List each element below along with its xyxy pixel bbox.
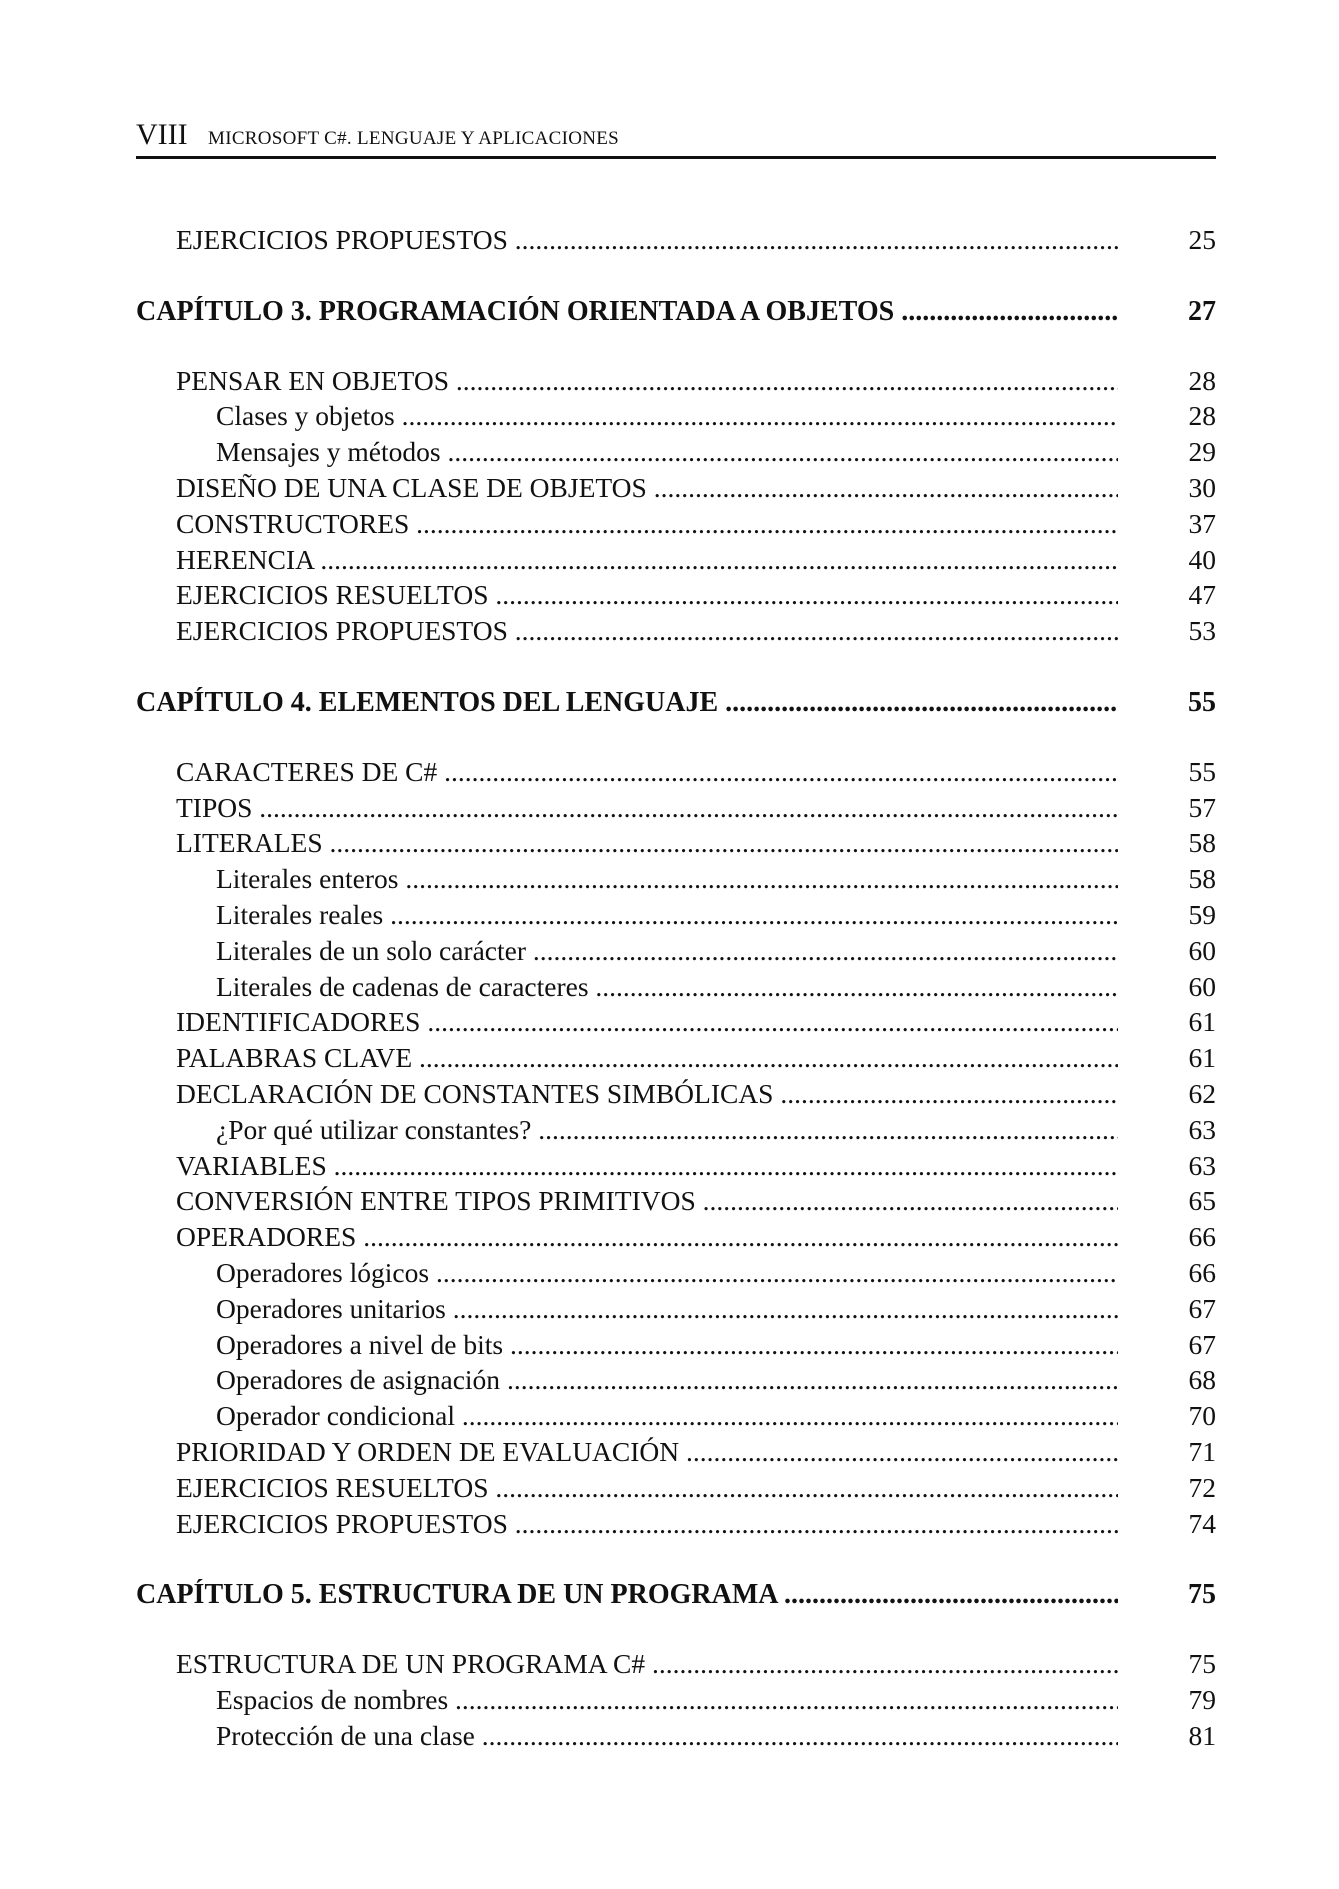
toc-entry-page-number: 28: [1188, 400, 1216, 432]
toc-entry-title: TIPOS .....: [176, 792, 1118, 824]
toc-entry-title: EJERCICIOS PROPUESTOS .....: [176, 615, 1118, 647]
toc-entry-title: Operadores unitarios .....: [216, 1293, 1118, 1325]
toc-entry-page-number: 58: [1188, 827, 1216, 859]
toc-entry-page-number: 27: [1188, 295, 1216, 327]
toc-entry-title: DISEÑO DE UNA CLASE DE OBJETOS .....: [176, 472, 1118, 504]
toc-entry-page-number: 28: [1188, 364, 1216, 396]
toc-entry: [136, 1004, 1216, 1040]
toc-entry: [136, 613, 1216, 649]
toc-entry-page-number: 25: [1188, 224, 1216, 255]
toc-entry-page-number: 61: [1188, 1042, 1216, 1074]
toc-entry-title: PRIORIDAD Y ORDEN DE EVALUACIÓN .....: [176, 1436, 1118, 1468]
running-header: [136, 116, 1216, 159]
toc-entry-title: EJERCICIOS RESUELTOS .....: [176, 579, 1118, 611]
toc-entry: [136, 506, 1216, 542]
toc-entry-page-number: 75: [1188, 1579, 1216, 1611]
toc-entry: [136, 1327, 1216, 1363]
toc-entry-page-number: 63: [1188, 1113, 1216, 1145]
header-page-number: VIII: [136, 118, 188, 151]
toc-entry: [136, 470, 1216, 506]
toc-entry: [136, 1718, 1216, 1754]
toc-entry-page-number: 81: [1188, 1719, 1216, 1751]
toc-entry-page-number: 65: [1188, 1185, 1216, 1217]
toc-entry-page-number: 29: [1188, 436, 1216, 468]
toc-entry-title: Literales reales .....: [216, 899, 1118, 931]
toc-chapter-entry: [136, 1577, 1216, 1613]
toc-entry: [136, 1362, 1216, 1398]
toc-entry-page-number: 75: [1188, 1648, 1216, 1680]
toc-entry: [136, 969, 1216, 1005]
toc-entry: [136, 754, 1216, 790]
toc-entry-page-number: 58: [1188, 863, 1216, 895]
toc-entry-title: Literales de un solo carácter .....: [216, 935, 1118, 967]
toc-entry-page-number: 66: [1188, 1221, 1216, 1253]
toc-entry-page-number: 60: [1188, 970, 1216, 1002]
toc-entry: [136, 790, 1216, 826]
toc-entry-title: VARIABLES .....: [176, 1150, 1118, 1182]
toc-entry: [136, 1470, 1216, 1506]
toc-entry: [136, 1040, 1216, 1076]
toc-entry-page-number: 71: [1188, 1435, 1216, 1467]
toc-entry: [136, 1112, 1216, 1148]
header-book-title: MICROSOFT C#. LENGUAJE Y APLICACIONES: [208, 128, 620, 149]
toc-entry-page-number: 70: [1188, 1400, 1216, 1432]
toc-entry-page-number: 61: [1188, 1006, 1216, 1038]
toc-entry-page-number: 57: [1188, 791, 1216, 823]
toc-entry: [136, 577, 1216, 613]
toc-entry: [136, 398, 1216, 434]
toc-entry-page-number: 30: [1188, 471, 1216, 503]
toc-entry-title: Literales enteros .....: [216, 863, 1118, 895]
toc-entry-title: CAPÍTULO 3. PROGRAMACIÓN ORIENTADA A OBJETOS .....: [136, 296, 1118, 328]
toc-entry: [136, 1291, 1216, 1327]
table-of-contents: [136, 222, 1216, 1753]
toc-entry-page-number: 55: [1188, 755, 1216, 787]
toc-entry-title: Protección de una clase .....: [216, 1720, 1118, 1752]
toc-entry-title: PALABRAS CLAVE .....: [176, 1042, 1118, 1074]
toc-entry-page-number: 74: [1188, 1507, 1216, 1539]
toc-entry: [136, 825, 1216, 861]
toc-entry: [136, 1255, 1216, 1291]
toc-entry-page-number: 47: [1188, 579, 1216, 611]
toc-entry-title: EJERCICIOS PROPUESTOS .....: [176, 1508, 1118, 1540]
toc-entry-page-number: 60: [1188, 934, 1216, 966]
toc-entry-title: Literales de cadenas de caracteres .....: [216, 971, 1118, 1003]
toc-entry: [136, 933, 1216, 969]
toc-entry-title: IDENTIFICADORES .....: [176, 1006, 1118, 1038]
toc-entry-title: ESTRUCTURA DE UN PROGRAMA C# .....: [176, 1648, 1118, 1680]
toc-entry-title: CONSTRUCTORES .....: [176, 508, 1118, 540]
toc-entry-page-number: 53: [1188, 615, 1216, 647]
toc-entry-title: CAPÍTULO 5. ESTRUCTURA DE UN PROGRAMA .....: [136, 1579, 1118, 1611]
toc-entry: [136, 1219, 1216, 1255]
toc-entry: [136, 434, 1216, 470]
toc-entry-page-number: 37: [1188, 507, 1216, 539]
toc-entry: [136, 1148, 1216, 1184]
toc-entry-title: LITERALES .....: [176, 827, 1118, 859]
toc-entry-title: CONVERSIÓN ENTRE TIPOS PRIMITIVOS .....: [176, 1185, 1118, 1217]
toc-entry: [136, 861, 1216, 897]
toc-entry-title: EJERCICIOS RESUELTOS .....: [176, 1472, 1118, 1504]
toc-entry-page-number: 63: [1188, 1149, 1216, 1181]
toc-entry: [136, 897, 1216, 933]
toc-entry: [136, 1076, 1216, 1112]
toc-entry-title: CAPÍTULO 4. ELEMENTOS DEL LENGUAJE .....: [136, 687, 1118, 719]
toc-entry-title: Espacios de nombres .....: [216, 1684, 1118, 1716]
toc-entry: [136, 542, 1216, 578]
toc-entry-title: Clases y objetos .....: [216, 400, 1118, 432]
toc-entry-page-number: 66: [1188, 1256, 1216, 1288]
toc-entry-title: Operadores lógicos .....: [216, 1257, 1118, 1289]
toc-entry-title: HERENCIA .....: [176, 544, 1118, 576]
toc-entry-title: Operadores de asignación .....: [216, 1364, 1118, 1396]
toc-entry-title: ¿Por qué utilizar constantes? .....: [216, 1114, 1118, 1146]
toc-entry: [136, 1398, 1216, 1434]
toc-entry-page-number: 40: [1188, 543, 1216, 575]
toc-entry-title: Operadores a nivel de bits .....: [216, 1329, 1118, 1361]
toc-entry-page-number: 67: [1188, 1292, 1216, 1324]
toc-entry-title: OPERADORES .....: [176, 1221, 1118, 1253]
toc-entry-page-number: 59: [1188, 898, 1216, 930]
toc-entry-title: DECLARACIÓN DE CONSTANTES SIMBÓLICAS .....: [176, 1078, 1118, 1110]
toc-entry-page-number: 72: [1188, 1471, 1216, 1503]
toc-entry: [136, 363, 1216, 399]
toc-entry-title: CARACTERES DE C# .....: [176, 756, 1118, 788]
toc-entry-title: PENSAR EN OBJETOS .....: [176, 365, 1118, 397]
toc-chapter-entry: [136, 294, 1216, 330]
toc-entry-title: Mensajes y métodos .....: [216, 436, 1118, 468]
toc-entry-page-number: 79: [1188, 1683, 1216, 1715]
toc-entry-page-number: 68: [1188, 1364, 1216, 1396]
toc-entry-page-number: 62: [1188, 1077, 1216, 1109]
toc-entry-title: EJERCICIOS PROPUESTOS .....: [176, 224, 1118, 256]
toc-entry-page-number: 55: [1188, 686, 1216, 718]
toc-chapter-entry: [136, 685, 1216, 721]
toc-entry: [136, 222, 1216, 258]
toc-entry: [136, 1434, 1216, 1470]
toc-entry-page-number: 67: [1188, 1328, 1216, 1360]
toc-entry: [136, 1646, 1216, 1682]
toc-entry: [136, 1506, 1216, 1542]
toc-entry-title: Operador condicional .....: [216, 1400, 1118, 1432]
toc-entry: [136, 1682, 1216, 1718]
toc-entry: [136, 1183, 1216, 1219]
